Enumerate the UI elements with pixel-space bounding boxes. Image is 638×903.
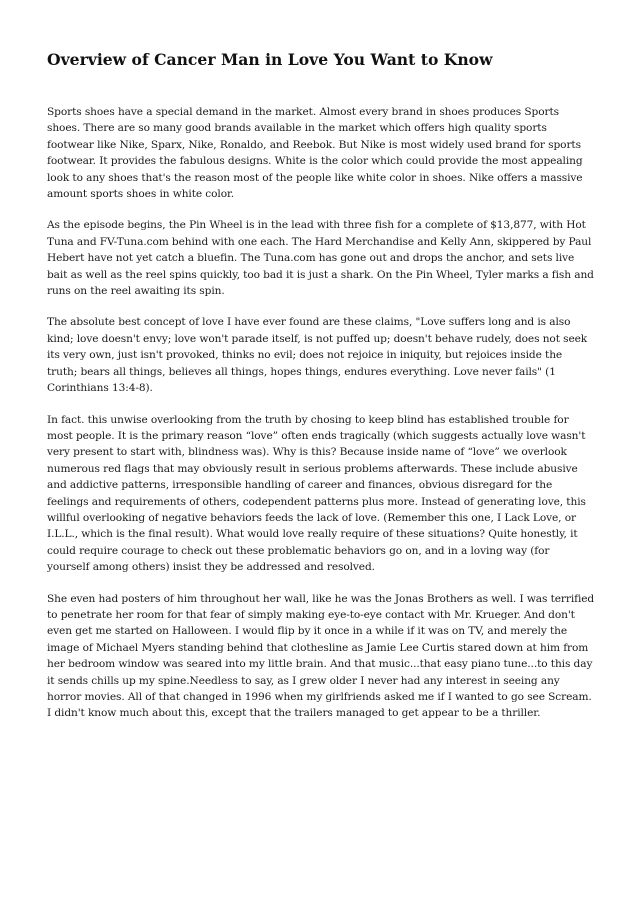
document-page: [47, 49, 595, 737]
document-title: Overview of Cancer Man in Love You Want to Know: [47, 50, 493, 69]
paragraph-pin-wheel: As the episode begins, the Pin Wheel is in the lead with three fish for a complete of $13,877, with Hot Tuna and FV-Tuna.com behind with one each. The Hard Merchandise and Kelly Ann, skippered by Paul Hebert have not yet catch a bluefin. The Tuna.com has gone out and drops the anchor, and sets live bait as well as the reel spins quickly, too bad it is just a shark. On the Pin Wheel, Tyler marks a fish and runs on the reel awaiting its spin.: [47, 219, 594, 298]
paragraph-overlooking: In fact. this unwise overlooking from the truth by chosing to keep blind has established trouble for most people. It is the primary reason “love” often ends tragically (which suggests actually love wasn't very present to start with, blindness was). Why is this? Because inside name of “love” we overlook numerous red flags that may obviously result in serious problems afterwards. These include abusive and addictive patterns, irresponsible handling of career and finances, obvious disregard for the feelings and requirements of others, codependent patterns plus more. Instead of generating love, this willful overlooking of negative behaviors feeds the lack of love. (Remember this one, I Lack Love, or I.L.L., which is the final result). What would love really require of these situations? Quite honestly, it could require courage to check out these problematic behaviors go on, and in a loving way (for yourself among others) insist they be addressed and resolved.: [47, 413, 586, 574]
paragraph-horror-movies: She even had posters of him throughout her wall, like he was the Jonas Brothers as well. I was terrified to penetrate her room for that fear of simply making eye-to-eye contact with Mr. Krueger. And don't even get me started on Halloween. I would flip by it once in a while if it was on TV, and merely the image of Michael Myers standing behind that clothesline as Jamie Lee Curtis stared down at him from her bedroom window was seared into my little brain. And that music...that easy piano tune...to this day it sends chills up my spine.Needless to say, as I grew older I never had any interest in seeing any horror movies. All of that changed in 1996 when my girlfriends asked me if I wanted to go see Scream. I didn't know much about this, except that the trailers managed to get appear to be a thriller.: [47, 592, 595, 720]
paragraph-love-concept: The absolute best concept of love I have ever found are these claims, "Love suffers long and is also kind; love doesn't envy; love won't parade itself, is not puffed up; doesn't behave rudely, does not seek its very own, just isn't provoked, thinks no evil; does not rejoice in iniquity, but rejoices inside the truth; bears all things, believes all things, hopes things, endures everything. Love never fails" (1 Corinthians 13:4-8).: [47, 316, 588, 395]
paragraph-sports-shoes: Sports shoes have a special demand in the market. Almost every brand in shoes produces Sports shoes. There are so many good brands available in the market which offers high quality sports footwear like Nike, Sparx, Nike, Ronaldo, and Reebok. But Nike is most widely used brand for sports footwear. It provides the fabulous designs. White is the color which could provide the most appealing look to any shoes that's the reason most of the people like white color in shoes. Nike offers a massive amount sports shoes in white color.: [47, 106, 583, 201]
